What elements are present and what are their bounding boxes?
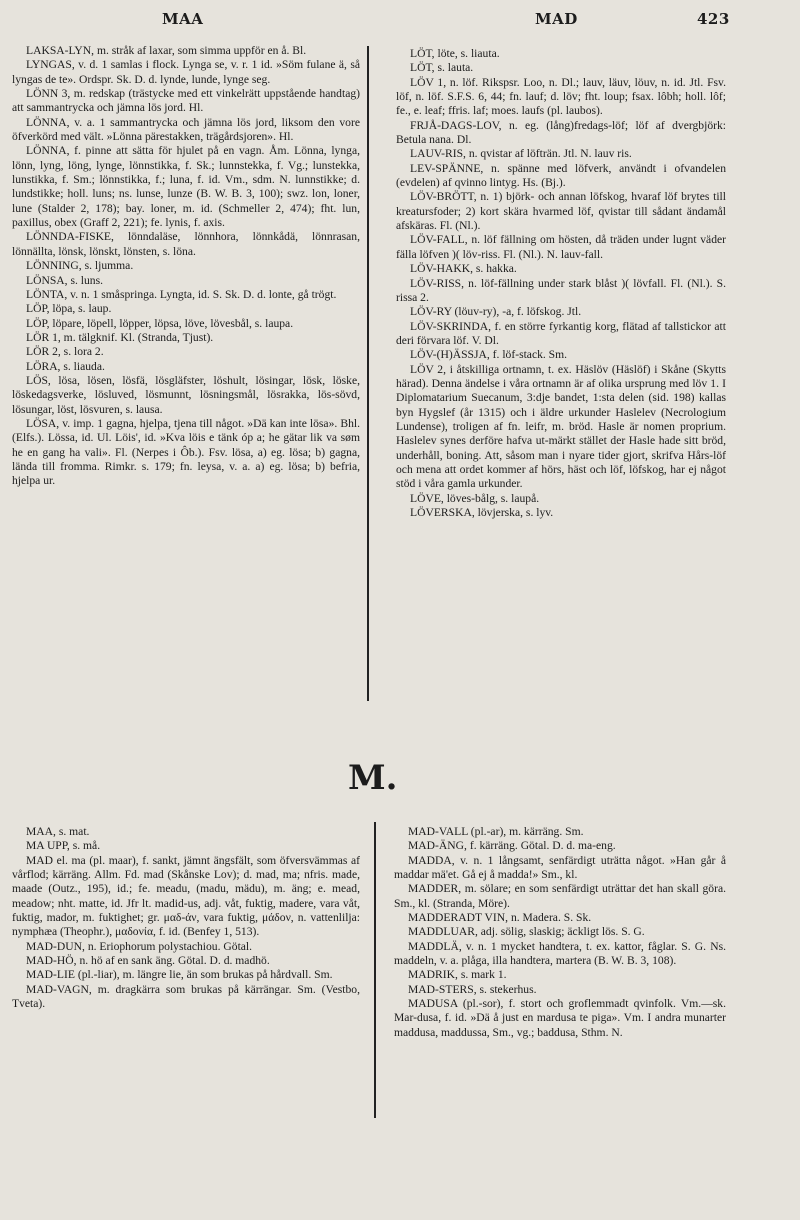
dictionary-entry: MADDER, m. sölare; en som senfärdigt uträttar det han skall göra. Sm., kl. (Stranda, Möre). bbox=[394, 882, 726, 910]
dictionary-entry: LÖVERSKA, lövjerska, s. lyv. bbox=[410, 506, 554, 519]
dictionary-entry: LÖR 2, s. lora 2. bbox=[26, 345, 104, 359]
dictionary-entry: LÖNNDA-FISKE, lönndaläse, lönnhora, lönnkådä, lönnrasan, lönnällta, lönsk, lönskt, lönsten, s. löna. bbox=[12, 230, 360, 258]
dictionary-entry: LAUV-RIS, n. qvistar af löfträn. Jtl. N. lauv ris. bbox=[410, 147, 632, 161]
dictionary-entry: LYNGAS, v. d. 1 samlas i flock. Lynga se, v. r. 1 id. »Söm fulane ä, så lyngas de te». Ordspr. Sk. D. d. lynde, lunde, lynge seg. bbox=[12, 58, 360, 86]
dictionary-entry: MADUSA (pl.-sor), f. stort och groflemmadt qvinfolk. Vm.—sk. Mar-dusa, f. id. »Dä å just en mardusa te piga». Vm. I andra munarter maddusa, maddussa, Sm., vg.; baddusa, Sthm. N. bbox=[394, 997, 726, 1039]
dictionary-entry: LÖV-RISS, n. löf-fällning under stark blåst )( lövfall. Fl. (Nl.). S. rissa 2. bbox=[396, 276, 726, 304]
dictionary-entry: MADDERADT VIN, n. Madera. S. Sk. bbox=[408, 911, 592, 925]
dictionary-entry: FRJÅ-DAGS-LOV, n. eg. (lång)fredags-löf; löf af dvergbjörk: Betula nana. Dl. bbox=[396, 118, 726, 147]
dictionary-entry: MAD-VAGN, m. dragkärra som brukas på kärrängar. Sm. (Vestbo, Tveta). bbox=[12, 982, 360, 1011]
dictionary-entry: MAD-ÄNG, f. kärräng. Götal. D. d. ma-eng. bbox=[408, 839, 616, 853]
dictionary-entry: MAD-STERS, s. stekerhus. bbox=[408, 982, 537, 996]
dictionary-entry: MADDLUAR, adj. sölig, slaskig; äckligt lös. S. G. bbox=[408, 925, 645, 939]
column-top-right bbox=[396, 47, 726, 520]
dictionary-entry: LÖV-FALL, n. löf fällning om hösten, då träden under lugnt väder fälla löfven )( löv-riss. Fl. (Nl.). N. lauv-fall. bbox=[396, 233, 726, 261]
dictionary-entry: LÖV-HAKK, s. hakka. bbox=[410, 262, 517, 276]
dictionary-entry: LÖVE, löves-bålg, s. laupå. bbox=[410, 491, 540, 505]
dictionary-entry: LÖS, lösa, lösen, lösfä, lösgläfster, löshult, lösingar, lösk, löske, löskedagsverke, lösluved, lösmunnt, lösningsmål, lösrakka, lös-sövd, lösungar, löst, lösvuren, s. lausa. bbox=[12, 373, 360, 416]
dictionary-entry: MAD-DUN, n. Eriophorum polystachiou. Götal. bbox=[26, 939, 253, 953]
dictionary-entry: LÖV-SKRINDA, f. en större fyrkantig korg, flätad af tallstickor att deri förvara löf. V. Dl. bbox=[396, 319, 726, 347]
dictionary-entry: LÖRA, s. liauda. bbox=[26, 359, 105, 373]
dictionary-entry: LÖNTA, v. n. 1 småspringa. Lyngta, id. S. Sk. D. d. lonte, gå trögt. bbox=[26, 287, 337, 301]
dictionary-entry: MADDLÄ, v. n. 1 mycket handtera, t. ex. kattor, fåglar. S. G. Ns. maddeln, v. a. plåga, illa handtera, martera (B. W. B. 3, 108). bbox=[394, 939, 726, 968]
dictionary-entry: LÖNNA, f. pinne att sätta för hjulet på en vagn. Åm. Lönna, lynga, lönn, lyng, löng, lynge, lönnstikka, f. Sk.; lunnstekka, f. Vg.; lunstekka, lunstikka, f. Sm.; lönnstikka, f.; luna, f. id. Vm., sdm. N. lunnstikke; d. lundstikke; holl. luns; ns. lunse, lunze (B. W. B. 3, 100); swz. lon, loner, lune (Stalder 2, 178); bay. loner, m. id. (Schmeller 2, 474); fht. lun, paxillus, obex (Graff 2, 221); fe. lynis, f. axis. bbox=[12, 144, 360, 230]
running-head-left: MAA bbox=[162, 10, 204, 28]
section-letter: M. bbox=[348, 758, 398, 798]
dictionary-entry: LÖV 2, i åtskilliga ortnamn, t. ex. Häslöv (Häslöf) i Skåne (Skytts härad). Denna ändelse i våra ortnamn är af olika ursprung med löv 1. I Diplomatarium Suecanum, 3:dje bandet, 1:sta delen (sid. 198) kallas byn Hygslef (år 1315) och i äldre urkunder Haslelev (Necrologium Lundense), troligen af fn. leifr, m. bröd. Hasle är nomen proprium. Haslelev synes derföre hafva ut-märkt stället der Hasle hade sitt bröd, underhåll, boning. Att, såsom man i nyare tider gjort, skrifva Hårs-löf och mena att ordet kommer af hörs, häst och löf, löfskog, har ej något stöd i våra gamla urkunder. bbox=[396, 362, 726, 491]
dictionary-entry: LAKSA-LYN, m. stråk af laxar, som simma uppför en å. Bl. bbox=[26, 44, 307, 57]
page-number: 423 bbox=[697, 10, 730, 28]
dictionary-entry: LÖP, löpa, s. laup. bbox=[26, 302, 112, 316]
column-top-left bbox=[12, 44, 360, 489]
dictionary-entry: MAD el. ma (pl. maar), f. sankt, jämnt ängsfält, som öfversvämmas af vårflod; kärräng. Allm. Fd. mad (Skånske Lov); d. mad, ma; nfris. made, maade (Outz., 195), id.; fe. meadu, (madu, mädu), m. äng; e. mead, meadow; nht. matte, id. Jfr lt. madid-us, adj. våt, fuktig, madere, vara våt, fuktig, mador, m. fuktighet; gr. μαδ-άν, vara fuktig, μάδον, n. vattenlilja: nymphæa (Theophr.), μαδονία, f. id. (Benfey 1, 513). bbox=[12, 853, 360, 939]
dictionary-entry: MADRIK, s. mark 1. bbox=[408, 968, 507, 982]
column-divider-top bbox=[367, 46, 369, 701]
dictionary-entry: MAD-LIE (pl.-liar), m. längre lie, än som brukas på hårdvall. Sm. bbox=[26, 968, 333, 982]
dictionary-entry: LÖV-(H)ÄSSJA, f. löf-stack. Sm. bbox=[410, 348, 568, 362]
dictionary-entry: LÖR 1, m. tälgknif. Kl. (Stranda, Tjust). bbox=[26, 330, 214, 344]
dictionary-entry: LÖSA, v. imp. 1 gagna, hjelpa, tjena till något. »Dä kan inte lösa». Bhl. (Elfs.). Lössa, id. Ul. Löis', id. »Kva löis e tänk óp a; he gätar lik va søm he en gang ha vali». Fl. (Nerpes i Ôb.). Fsv. lösa, a) eg. lösa; b) gagna, lända till fromma. Rimkr. s. 179; fn. leysa, v. a. a) eg. lösa; b) befria, hjelpa ur. bbox=[12, 416, 360, 488]
dictionary-entry: MA UPP, s. må. bbox=[26, 839, 101, 853]
dictionary-entry: LÖP, löpare, löpell, löpper, löpsa, löve, lövesbål, s. laupa. bbox=[26, 316, 294, 330]
dictionary-entry: MADDA, v. n. 1 långsamt, senfärdigt uträtta något. »Han går å maddar mä'et. Gå ej å madda!» Sm., kl. bbox=[394, 853, 726, 882]
dictionary-entry: LÖT, löte, s. liauta. bbox=[410, 47, 500, 60]
dictionary-entry: LÖV-RY (löuv-ry), -a, f. löfskog. Jtl. bbox=[410, 305, 582, 319]
dictionary-entry: LÖNSA, s. luns. bbox=[26, 273, 103, 287]
column-divider-bottom bbox=[374, 822, 376, 1118]
column-bottom-left bbox=[12, 825, 360, 1011]
dictionary-entry: MAA, s. mat. bbox=[26, 825, 90, 838]
dictionary-entry: LEV-SPÄNNE, n. spänne med löfverk, användt i ofvandelen (evdelen) af qvinno lintyg. Hs. (Bj.). bbox=[396, 161, 726, 190]
running-head-middle: MAD bbox=[535, 10, 578, 28]
dictionary-entry: LÖV-BRÖTT, n. 1) björk- och annan löfskog, hvaraf löf brytes till kreatursfoder; 2) kort skära hvarmed löf, qvistar till sådant ändamål afskäras. Fl. (Nl.). bbox=[396, 190, 726, 233]
dictionary-entry: LÖT, s. lauta. bbox=[410, 61, 474, 75]
dictionary-entry: MAD-VALL (pl.-ar), m. kärräng. Sm. bbox=[408, 825, 584, 838]
dictionary-entry: LÖNNING, s. ljumma. bbox=[26, 259, 134, 273]
dictionary-entry: LÖNNA, v. a. 1 sammantrycka och jämna lös jord, liksom den vore öfverkörd med vält. »Lönna pärestakken, trägårdsjoren». Hl. bbox=[12, 115, 360, 144]
dictionary-entry: LÖNN 3, m. redskap (trästycke med ett vinkelrätt uppstående handtag) att sammantrycka och jämna lös jord. Hl. bbox=[12, 87, 360, 115]
column-bottom-right bbox=[394, 825, 726, 1040]
dictionary-entry: MAD-HÖ, n. hö af en sank äng. Götal. D. d. madhö. bbox=[26, 954, 270, 968]
dictionary-entry: LÖV 1, n. löf. Rikspsr. Loo, n. Dl.; lauv, läuv, löuv, n. id. Jtl. Fsv. löf, n. löf. S.F.S. 6, 44; fn. lauf; d. löv; fht. loup; fsax. lôbh; holl. lôf; fe., e. leaf; ffris. laf; moes. laufs (pl. laubos). bbox=[396, 75, 726, 118]
